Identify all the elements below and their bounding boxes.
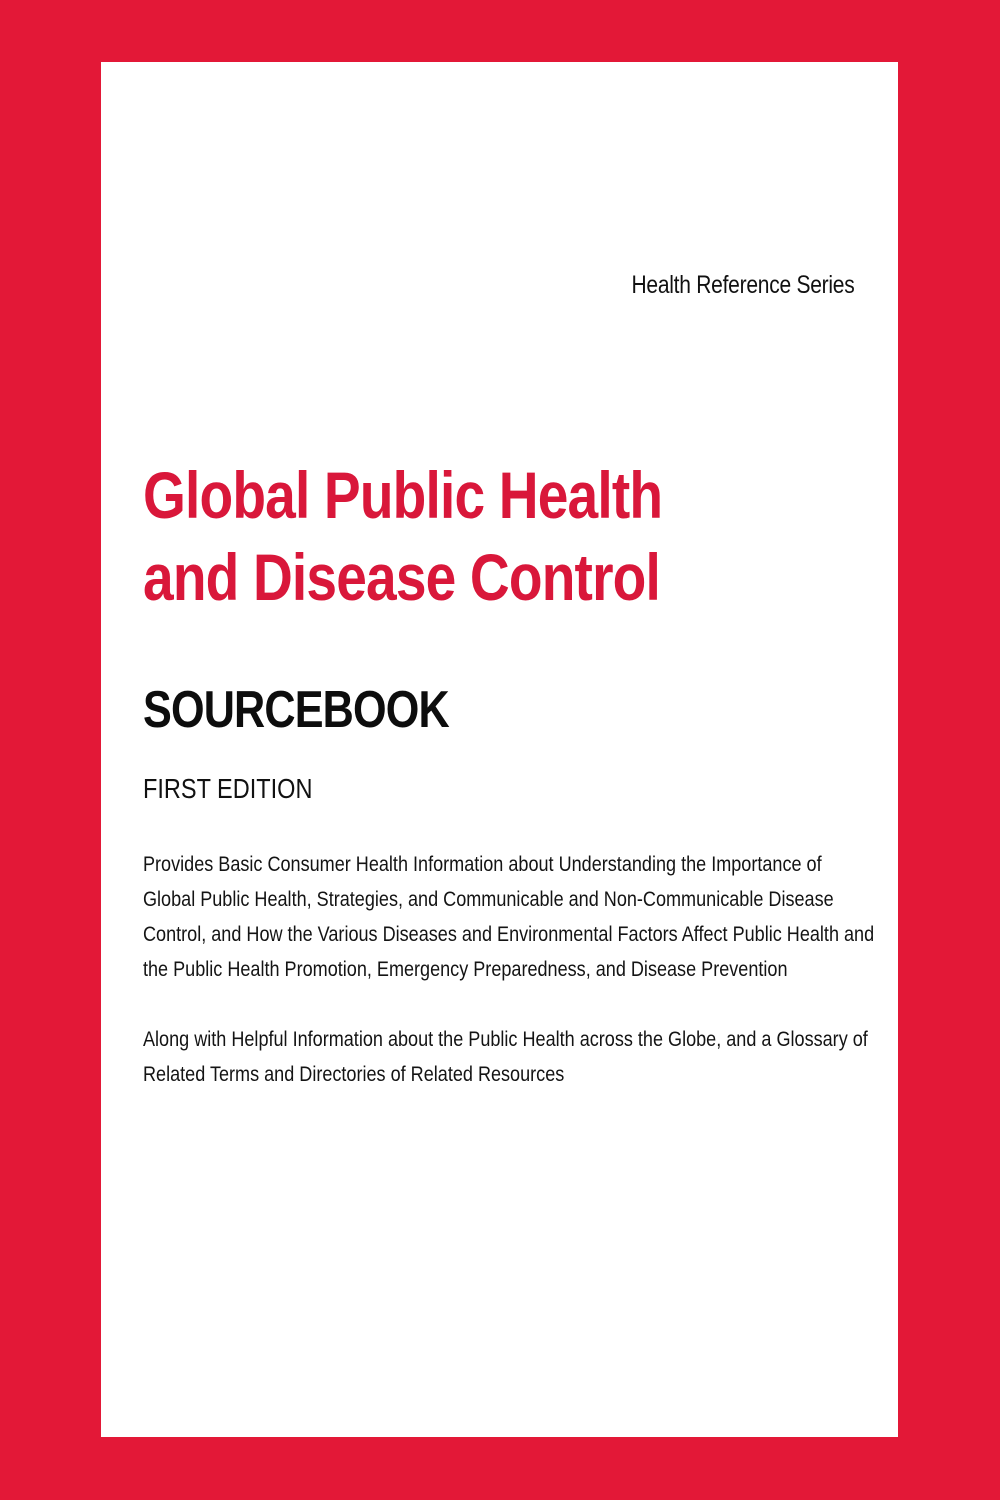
book-title	[143, 454, 883, 618]
supplement-line: Related Terms and Directories of Related Resources	[143, 1062, 565, 1086]
title-line: and Disease Control	[143, 540, 660, 614]
description-paragraph	[143, 847, 875, 987]
book-subtitle: SOURCEBOOK	[143, 681, 449, 739]
title-line: Global Public Health	[143, 458, 663, 532]
description-line: Control, and How the Various Diseases and Environmental Factors Affect Public Health and	[143, 922, 875, 946]
supplement-line: Along with Helpful Information about the Public Health across the Globe, and a Glossary of	[143, 1027, 868, 1051]
edition-label: FIRST EDITION	[143, 773, 313, 804]
cover-panel	[101, 62, 898, 1437]
description-line: the Public Health Promotion, Emergency Preparedness, and Disease Prevention	[143, 957, 788, 981]
description-line: Provides Basic Consumer Health Information about Understanding the Importance of	[143, 852, 822, 876]
supplement-paragraph	[143, 1022, 868, 1092]
description-line: Global Public Health, Strategies, and Communicable and Non-Communicable Disease	[143, 887, 834, 911]
series-name: Health Reference Series	[631, 271, 854, 299]
